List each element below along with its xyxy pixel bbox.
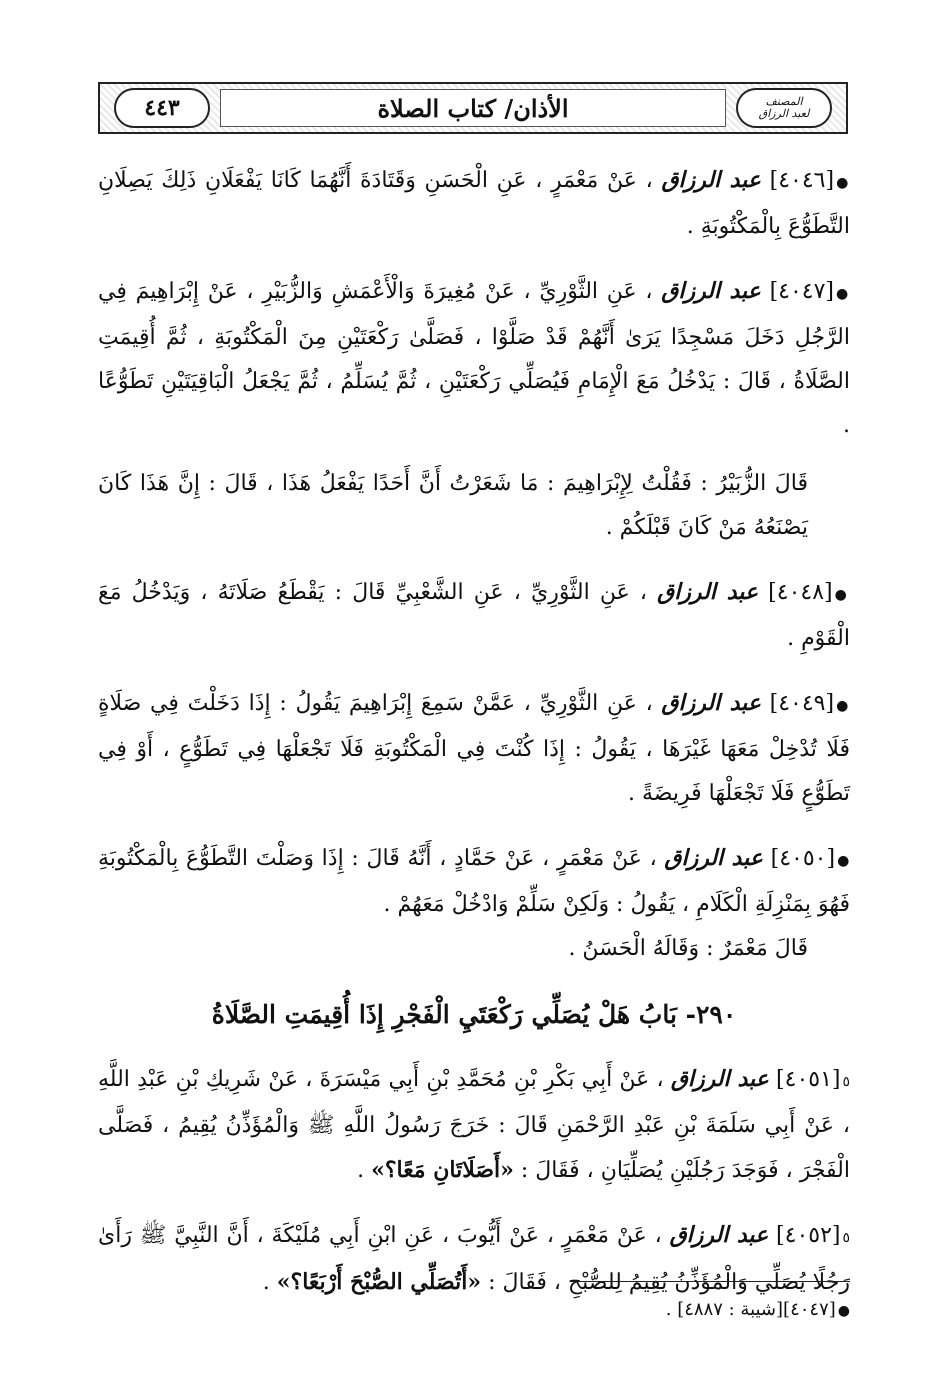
bullet-icon: ● xyxy=(837,1303,850,1319)
running-title-box xyxy=(220,89,726,127)
narrator-name: عبد الرزاق xyxy=(661,167,761,193)
hadith-number: [٤٠٥٢] xyxy=(776,1223,841,1248)
logo-line-1: المصنف xyxy=(765,95,803,108)
hadith-text-end: . xyxy=(357,1158,365,1183)
hadith-addendum: قَالَ مَعْمَرٌ : وَقَالَهُ الْحَسَنُ . xyxy=(568,936,808,961)
hadith-number: [٤٠٤٦] xyxy=(769,168,835,193)
hollow-bullet-icon: ٥ xyxy=(842,1230,851,1246)
narrator-name: عبد الرزاق xyxy=(664,845,763,871)
prophetic-quote: «أَتُصَلِّي الصُّبْحَ أَرْبَعًا؟» xyxy=(276,1269,482,1295)
hadith-entry xyxy=(98,1213,850,1305)
hadith-entry xyxy=(98,681,850,816)
bullet-icon: ● xyxy=(836,175,850,191)
footnote-divider xyxy=(570,1281,850,1282)
narrator-name: عبد الرزاق xyxy=(661,690,761,716)
bullet-icon: ● xyxy=(836,698,851,714)
hadith-text-end: . xyxy=(262,1270,270,1295)
page-number-medallion xyxy=(114,88,210,128)
narrator-name: عبد الرزاق xyxy=(669,1222,769,1248)
footnote-text: [شيبة : ٤٨٨٧] . xyxy=(665,1299,784,1320)
book-logo-medallion xyxy=(736,88,832,128)
hadith-number: [٤٠٤٧] xyxy=(769,279,835,304)
hadith-text: ، عَنْ مَعْمَرٍ ، عَنْ أَيُّوبَ ، عَنِ ابْنِ أَبِي مُلَيْكَةَ ، أَنَّ النَّبِيَّ ﷺ رَأَىٰ رَجُلًا يُصَلِّي وَالْمُؤَذِّنُ يُقِيمُ لِلصُّبْحِ ، فَقَالَ : xyxy=(98,1223,850,1295)
hadith-text: ، عَنِ الثَّوْرِيِّ ، عَنِ الشَّعْبِيِّ قَالَ : يَقْطَعُ صَلَاتَهُ ، وَيَدْخُلُ مَعَ الْقَوْمِ . xyxy=(98,580,850,651)
footnote-number: [٤٠٤٧] xyxy=(783,1299,836,1320)
hadith-entry xyxy=(98,269,850,550)
hadith-number: [٤٠٤٨] xyxy=(768,580,833,605)
bullet-icon: ● xyxy=(834,587,850,603)
page-body xyxy=(98,158,850,1325)
hadith-number: [٤٠٤٩] xyxy=(769,691,835,716)
bullet-icon: ● xyxy=(837,853,851,869)
hadith-text: ، عَنِ الثَّوْرِيِّ ، عَمَّنْ سَمِعَ إِبْرَاهِيمَ يَقُولُ : إِذَا دَخَلْتَ فِي صَلَاةٍ فَلَا تُدْخِلْ مَعَهَا غَيْرَهَا ، يَقُولُ : إِذَا كُنْتَ فِي الْمَكْتُوبَةِ فَلَا تَجْعَلْهَا فِي تَطَوُّعٍ ، أَوْ فِي تَطَوُّعٍ فَلَا تَجْعَلْهَا فَرِيضَةً . xyxy=(98,691,850,806)
narrator-name: عبد الرزاق xyxy=(657,579,759,605)
running-title: الأذان/ كتاب الصلاة xyxy=(377,93,569,123)
hadith-entry xyxy=(98,570,850,661)
hadith-number: [٤٠٥٠] xyxy=(770,846,836,871)
narrator-name: عبد الرزاق xyxy=(670,1066,769,1092)
prophetic-quote: «أَصَلَاتَانِ مَعًا؟» xyxy=(371,1157,514,1183)
bullet-icon: ● xyxy=(836,286,850,302)
hollow-bullet-icon: ٥ xyxy=(842,1074,851,1090)
footnote xyxy=(666,1295,850,1326)
hadith-text: ، عَنِ الثَّوْرِيِّ ، عَنْ مُغِيرَةَ وَالْأَعْمَشِ وَالزُّبَيْرِ ، عَنْ إِبْرَاهِيمَ فِي الرَّجُلِ دَخَلَ مَسْجِدًا يَرَىٰ أَنَّهُمْ قَدْ صَلَّوْا ، فَصَلَّىٰ رَكْعَتَيْنِ مِنَ الْمَكْتُوبَةِ ، ثُمَّ أُقِيمَتِ الصَّلَاةُ ، قَالَ : يَدْخُلُ مَعَ الْإِمَامِ فَيُصَلِّي رَكْعَتَيْنِ ، ثُمَّ يُسَلِّمُ ، ثُمَّ يَجْعَلُ الْبَاقِيَتَيْنِ تَطَوُّعًا . xyxy=(98,279,850,438)
hadith-number: [٤٠٥١] xyxy=(776,1067,841,1092)
hadith-entry xyxy=(98,1057,850,1193)
hadith-entry xyxy=(98,836,850,971)
page-number: ٤٤٣ xyxy=(144,95,180,121)
narrator-name: عبد الرزاق xyxy=(661,278,761,304)
chapter-heading: ٢٩٠- بَابُ هَلْ يُصَلِّي رَكْعَتَيِ الْفَجْرِ إِذَا أُقِيمَتِ الصَّلَاةُ xyxy=(211,1000,737,1029)
book-logo xyxy=(759,96,810,120)
page-header xyxy=(98,82,848,134)
hadith-text: ، عَنْ مَعْمَرٍ ، عَنِ الْحَسَنِ وَقَتَادَةَ أَنَّهُمَا كَانَا يَفْعَلَانِ ذَلِكَ يَصِلَانِ التَّطَوُّعَ بِالْمَكْتُوبَةِ . xyxy=(98,168,850,239)
hadith-entry xyxy=(98,158,850,249)
logo-line-2: لعبد الرزاق xyxy=(758,107,810,120)
hadith-addendum: قَالَ الزُّبَيْرُ : فَقُلْتُ لِإِبْرَاهِيمَ : مَا شَعَرْتُ أَنَّ أَحَدًا يَفْعَلُ هَذَا ، قَالَ : إِنَّ هَذَا كَانَ يَصْنَعُهُ مَنْ كَانَ قَبْلَكُمْ . xyxy=(98,471,808,540)
hadith-text: ، عَنْ أَبِي بَكْرِ بْنِ مُحَمَّدِ بْنِ أَبِي مَيْسَرَةَ ، عَنْ شَرِيكِ بْنِ عَبْدِ اللَّهِ ، عَنْ أَبِي سَلَمَةَ بْنِ عَبْدِ الرَّحْمَنِ قَالَ : خَرَجَ رَسُولُ اللَّهِ ﷺ وَالْمُؤَذِّنُ يُقِيمُ ، فَصَلَّى الْفَجْرَ ، فَوَجَدَ رَجُلَيْنِ يُصَلِّيَانِ ، فَقَالَ : xyxy=(98,1067,850,1183)
hadith-text: ، عَنْ مَعْمَرٍ ، عَنْ حَمَّادٍ ، أَنَّهُ قَالَ : إِذَا وَصَلْتَ التَّطَوُّعَ بِالْمَكْتُوبَةِ فَهُوَ بِمَنْزِلَةِ الْكَلَامِ ، يَقُولُ : وَلَكِنْ سَلِّمْ وَادْخُلْ مَعَهُمْ . xyxy=(98,846,850,917)
